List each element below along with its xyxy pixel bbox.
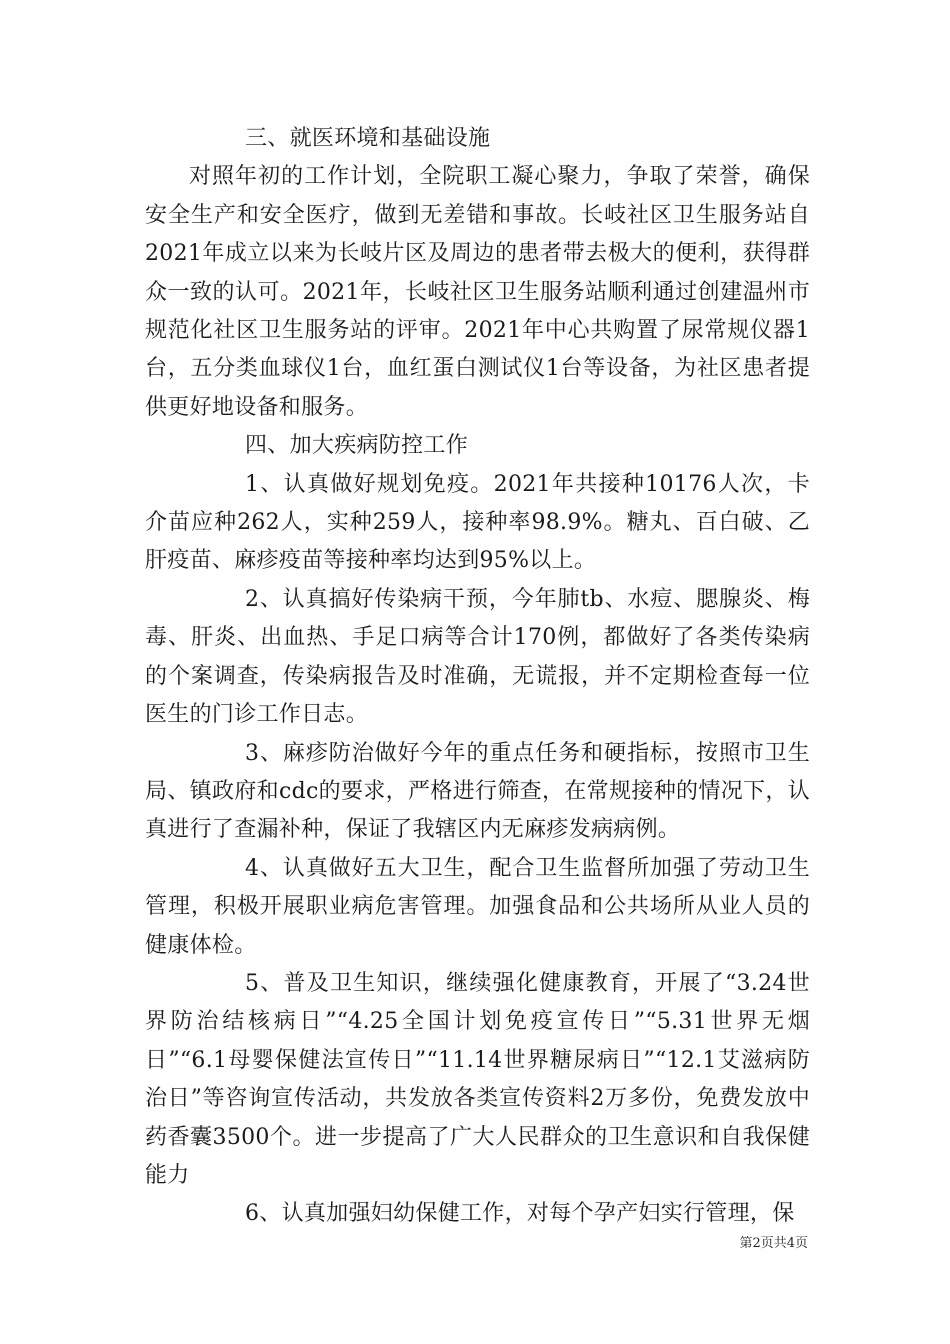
paragraph-item-3: 3、麻疹防治做好今年的重点任务和硬指标，按照市卫生局、镇政府和cdc的要求，严格进行筛查，在常规接种的情况下，认真进行了查漏补种，保证了我辖区内无麻疹发病病例。	[145, 740, 810, 843]
section-heading-4: 四、加大疾病防控工作	[245, 433, 469, 459]
document-body	[145, 120, 810, 1234]
paragraph-item-4: 4、认真做好五大卫生，配合卫生监督所加强了劳动卫生管理，积极开展职业病危害管理。加强食品和公共场所从业人员的健康体检。	[145, 855, 810, 958]
paragraph-item-5: 5、普及卫生知识，继续强化健康教育，开展了“3.24世界防治结核病日”“4.25全国计划免疫宣传日”“5.31世界无烟日”“6.1母婴保健法宣传日”“11.14世界糖尿病日”“12.1艾滋病防治日”等咨询宣传活动，共发放各类宣传资料2万多份，免费发放中药香囊3500个。进一步提高了广大人民群众的卫生意识和自我保健能力	[145, 970, 810, 1188]
paragraph-item-2: 2、认真搞好传染病干预，今年肺tb、水痘、腮腺炎、梅毒、肝炎、出血热、手足口病等合计170例，都做好了各类传染病的个案调查，传染病报告及时准确，无谎报，并不定期检查每一位医生的门诊工作日志。	[145, 586, 810, 728]
paragraph-item-1: 1、认真做好规划免疫。2021年共接种10176人次，卡介苗应种262人，实种259人，接种率98.9%。糖丸、百白破、乙肝疫苗、麻疹疫苗等接种率均达到95%以上。	[145, 471, 810, 574]
section-heading-3: 三、就医环境和基础设施	[245, 126, 491, 151]
paragraph-item-6: 6、认真加强妇幼保健工作，对每个孕产妇实行管理，保	[245, 1201, 795, 1227]
page-number-footer: 第2页共4页	[739, 1236, 808, 1251]
paragraph-facilities: 对照年初的工作计划，全院职工凝心聚力，争取了荣誉，确保安全生产和安全医疗，做到无差错和事故。长岐社区卫生服务站自2021年成立以来为长岐片区及周边的患者带去极大的便利，获得群众一致的认可。2021年，长岐社区卫生服务站顺利通过创建温州市规范化社区卫生服务站的评审。2021年中心共购置了尿常规仪器1台，五分类血球仪1台，血红蛋白测试仪1台等设备，为社区患者提供更好地设备和服务。	[145, 164, 810, 420]
